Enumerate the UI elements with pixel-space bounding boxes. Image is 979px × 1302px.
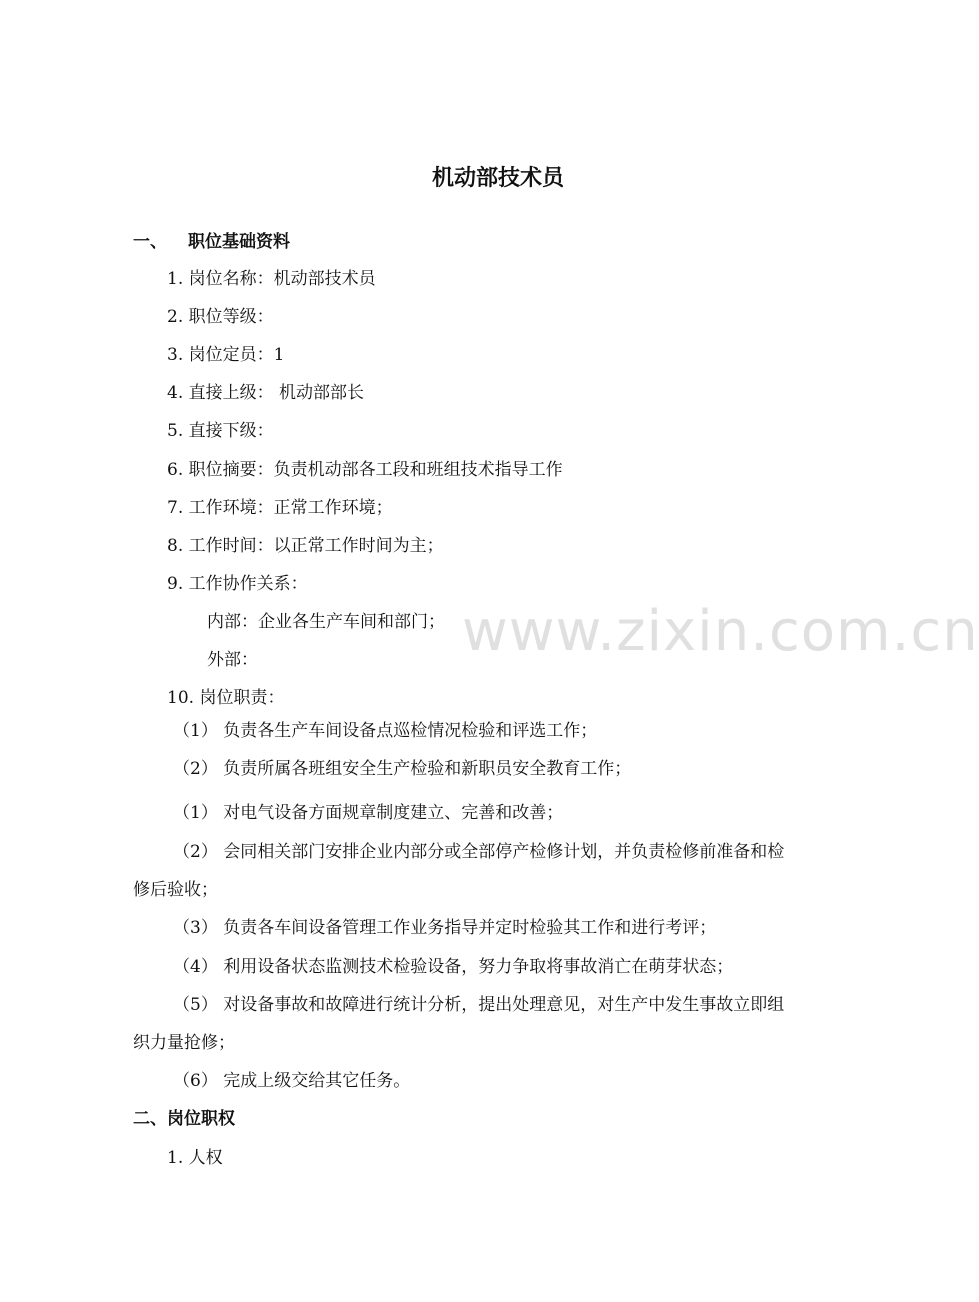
info-item: 4. 直接上级： 机动部部长 [167,383,365,403]
info-item: 5. 直接下级： [167,421,274,441]
section1-number: 一、 [133,232,167,252]
info-item: 1. 岗位名称：机动部技术员 [167,269,376,289]
watermark: www.zixin.com.cn [462,599,979,664]
document-title: 机动部技术员 [432,166,565,191]
duty-item: （2） 会同相关部门安排企业内部分或全部停产检修计划，并负责检修前准备和检 [173,842,785,862]
section2-heading: 二、岗位职权 [133,1109,235,1129]
info-item: 2. 职位等级： [167,307,274,327]
info-item: 7. 工作环境：正常工作环境； [167,498,393,518]
duty-item: （2） 负责所属各班组安全生产检验和新职员安全教育工作； [173,759,632,779]
duty-item-continuation: 织力量抢修； [133,1033,235,1053]
info-item: 6. 职位摘要：负责机动部各工段和班组技术指导工作 [167,460,563,480]
info-item: 8. 工作时间：以正常工作时间为主； [167,536,444,556]
duty-item: （4） 利用设备状态监测技术检验设备，努力争取将事故消亡在萌芽状态； [173,957,734,977]
external-relation: 外部： [207,650,258,670]
internal-relation: 内部：企业各生产车间和部门； [207,612,445,632]
duty-item: （3） 负责各车间设备管理工作业务指导并定时检验其工作和进行考评； [173,918,717,938]
duties-heading: 10. 岗位职责： [167,688,285,708]
authority-item: 1. 人权 [167,1148,223,1168]
duty-item: （5） 对设备事故和故障进行统计分析，提出处理意见，对生产中发生事故立即组 [173,995,785,1015]
section1-heading: 职位基础资料 [188,232,290,252]
duty-item-continuation: 修后验收； [133,880,218,900]
duty-item: （1） 负责各生产车间设备点巡检情况检验和评选工作； [173,721,598,741]
info-item: 3. 岗位定员：1 [167,345,285,365]
info-item: 9. 工作协作关系： [167,574,308,594]
duty-item: （1） 对电气设备方面规章制度建立、完善和改善； [173,803,564,823]
duty-item: （6） 完成上级交给其它任务。 [173,1071,411,1091]
